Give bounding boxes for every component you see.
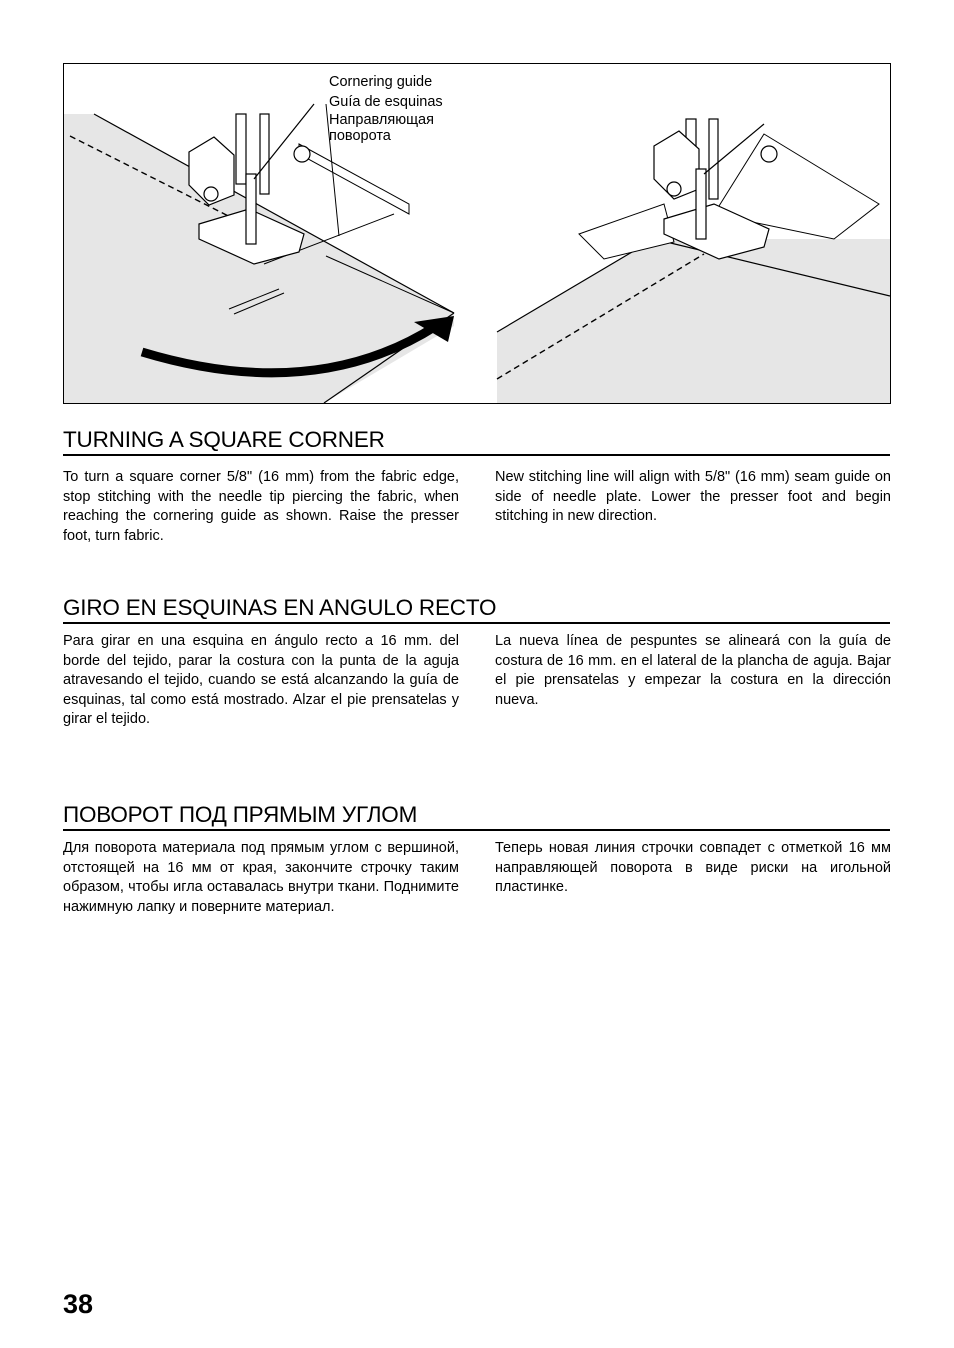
section-es-right-text: La nueva línea de pespuntes se alineará con la guía de costura de 16 mm. en el lateral de la plancha de aguja. Bajar el pie prensatelas y empezar la costura en la dirección nueva.: [495, 633, 891, 708]
callout-line-en: Cornering guide: [329, 74, 433, 90]
page-number: 38: [63, 1289, 94, 1319]
section-es-left-text: Para girar en una esquina en ángulo recto a 16 mm. del borde del tejido, parar la costura con la punta de la aguja atravesando el tejido, cuando se está alcanzando la guía de esquinas, tal como está mostrado. Alzar el pie prensatelas y girar el tejido.: [63, 633, 459, 728]
callout-line-es: Guía de esquinas: [329, 93, 443, 110]
section-en-left-text: To turn a square corner 5/8" (16 mm) from the fabric edge, stop stitching with the needle tip piercing the fabric, when reaching the cornering guide as shown. Raise the presser foot, turn fabric.: [63, 469, 459, 544]
fabric-right: [497, 239, 890, 403]
section-title-es: GIRO EN ESQUINAS EN ANGULO RECTO: [63, 595, 890, 624]
cornering-guide-callout: [329, 73, 443, 144]
figure-drawing: [64, 64, 890, 403]
section-ru-left-text: Для поворота материала под прямым углом с вершиной, отстоящей на 16 мм от края, закончите строчку таким образом, чтобы игла оставалась внутри ткани. Поднимите нажимную лапку и поверните материал.: [63, 840, 459, 915]
instruction-figure: [63, 63, 891, 404]
left-illustration: [64, 104, 454, 403]
section-title-en: TURNING A SQUARE CORNER: [63, 427, 890, 456]
section-en-right-text: New stitching line will align with 5/8" (16 mm) seam guide on side of needle plate. Lower the presser foot and begin stitching in new direction.: [495, 469, 891, 525]
presser-foot-left: [189, 104, 314, 264]
section-ru-right-text: Теперь новая линия строчки совпадет с отметкой 16 мм направляющей поворота в виде риски на игольной пластинке.: [495, 840, 891, 896]
callout-line-ru-1: Направляющая: [329, 112, 434, 128]
callout-line-ru-2: поворота: [329, 128, 391, 144]
section-title-ru: ПОВОРОТ ПОД ПРЯМЫМ УГЛОМ: [63, 802, 890, 831]
right-illustration: [497, 119, 890, 403]
